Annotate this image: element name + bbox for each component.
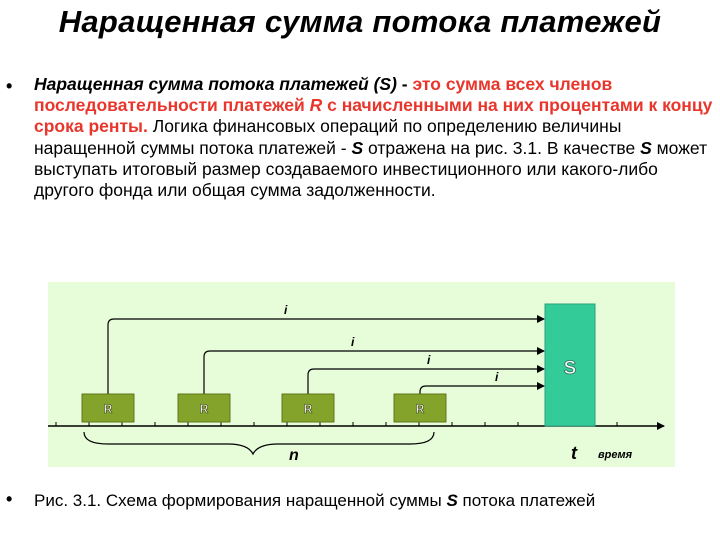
accumulation-diagram — [48, 282, 675, 467]
definition-paragraph — [34, 74, 718, 201]
periods-count-label: n — [289, 447, 299, 464]
accumulation-arrow — [204, 351, 544, 394]
definition-text: это сумма всех членов последовательности платежей R с начисленными на них процентами к концу срока ренты. — [34, 74, 713, 137]
accumulation-arrow — [308, 369, 544, 394]
interest-rate-label: i — [351, 335, 355, 349]
payment-label: R — [303, 402, 313, 416]
figure-caption: Рис. 3.1. Схема формирования наращенной суммы S потока платежей — [34, 491, 596, 510]
explanation-text: Логика финансовых операций по определению величины наращенной суммы потока платежей - S отражена на рис. 3.1. В качестве S может выступать итоговый размер создаваемого инвестиционного или какого-либо другого фонда или общая сумма задолженности. — [34, 116, 708, 201]
period-brace — [84, 432, 434, 454]
time-symbol-label: t — [571, 443, 577, 463]
accumulation-arrow — [108, 319, 544, 394]
diagram-canvas — [48, 282, 675, 467]
payment-label: R — [103, 402, 113, 416]
term-dash: - — [396, 74, 413, 94]
interest-rate-label: i — [495, 370, 499, 384]
interest-rate-label: i — [284, 303, 288, 317]
accumulation-lines — [108, 303, 544, 394]
term-text: Наращенная сумма потока платежей (S) — [34, 74, 397, 94]
payment-label: R — [199, 402, 209, 416]
caption-bullet-marker: • — [6, 489, 13, 509]
bullet-marker: • — [6, 76, 13, 96]
payment-boxes — [82, 394, 446, 422]
total-sum-label: S — [563, 358, 577, 379]
interest-rate-label: i — [427, 353, 431, 367]
time-axis-label: время — [598, 449, 633, 461]
accumulation-arrow — [420, 386, 544, 394]
slide-title: Наращенная сумма потока платежей — [58, 4, 662, 39]
payment-label: R — [415, 402, 425, 416]
